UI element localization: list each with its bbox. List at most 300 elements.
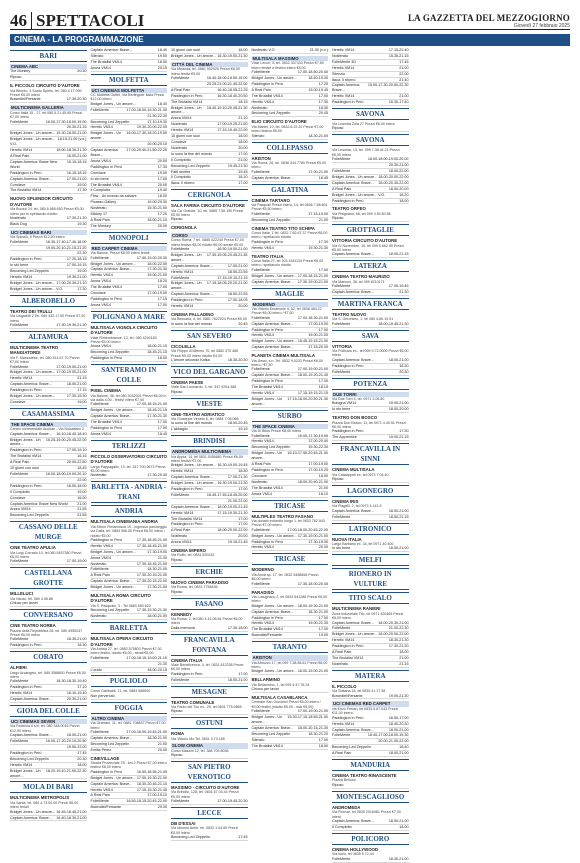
showtime-row — [332, 546, 409, 552]
cinema-name: PICCOLO OSSERVATORIO CIRCUITO D'AUTORE — [90, 453, 167, 465]
showtime-row — [10, 222, 87, 228]
film-title: Bridget Jones - Un amore... — [90, 775, 136, 780]
showtimes: 18.00 — [399, 824, 409, 829]
cinema-name: CITTÀ DEL CINEMA — [171, 62, 248, 67]
showtimes: 16.40-18.00-18.50-19.00 — [206, 76, 248, 81]
showtimes: 16.50-18.55-21.05 — [136, 769, 167, 774]
film-title: The Brutalist VM14 — [10, 454, 42, 459]
showtimes: 17.00-20.40-21.50-22.25 — [126, 148, 167, 153]
film-title: Anora VM14 — [90, 65, 111, 70]
cinema-address: Piazza Belluno — [332, 778, 356, 783]
cinema-address: Via Bellarmino, 1, tel 099 4.47.76.34 — [251, 682, 310, 687]
showtimes: 18.30-21.00 — [388, 856, 409, 861]
film-title: Riposo — [10, 75, 22, 80]
showtimes: 16.30-19.00-19.45 — [217, 463, 248, 468]
film-title: Paddington in Perù — [10, 685, 42, 690]
showtimes: 17.30 — [77, 188, 87, 193]
showtimes: 20.45 — [238, 321, 248, 326]
showtime-row — [252, 280, 329, 286]
showtime-row — [171, 390, 248, 396]
showtimes: 18.30-21.00 — [308, 133, 328, 138]
cinema-address: Via Nicolò, tel. 080 4.96.86 — [10, 596, 53, 601]
showtimes: 17.00-19.00 — [147, 291, 167, 296]
showtimes: 18.00-20.30-21.00 — [378, 620, 409, 625]
showtimes: 17.10 — [77, 685, 87, 690]
cinema-address: Via Vittorio Emanuele II, 52, tel 0836 484.22 Prezzi €6,00 intero / €7,50 — [251, 306, 322, 316]
showtimes: 17.30-18.45-21.00 — [136, 543, 167, 548]
showtimes: 17.00-18.05 — [227, 298, 248, 303]
cinema-name: SALA FARINA CIRCUITO D'AUTORE — [171, 203, 245, 209]
film-title: Heretic VM14 — [90, 273, 113, 278]
showtimes: 17.00 — [318, 267, 328, 272]
showtimes: 17.30-19.00-21.00 — [297, 533, 328, 538]
film-title: Riposo — [332, 126, 344, 131]
film-title: Paddington in Perù — [10, 257, 42, 262]
film-title: FolleMente — [251, 70, 270, 75]
showtimes: 19.30 — [77, 221, 87, 226]
showtimes: 16.10-17.50-20.45-21.00 — [287, 451, 328, 456]
cinema-name: VITTORIA — [332, 343, 352, 349]
film-title: Nosferatu — [251, 105, 268, 110]
showtimes: 19.00-21.30 — [308, 621, 328, 626]
film-title: FolleMente — [171, 492, 190, 497]
film-title: A Real Pain — [90, 217, 110, 222]
showtimes: 16.40-17.00-18.00-19.30 — [367, 733, 409, 738]
showtime-row — [10, 643, 87, 649]
showtimes: 17.30-19.30 — [66, 394, 87, 399]
showtimes: 18.40-19.10-20.45-21.30 — [206, 105, 248, 110]
cinema-address: Corso Italia 15 - 17, tel.080.5.21.45.65 Prezzi €7,00 intero — [10, 110, 83, 120]
showtimes: 18.30 — [238, 469, 248, 474]
showtimes: 16.00-18.00 — [66, 483, 87, 488]
cinema-name: MULTICINEMA GALLERIA — [10, 105, 87, 110]
film-title: Paddington in Perù — [251, 379, 283, 384]
showtime-row — [171, 709, 248, 715]
film-title: A Real Pain — [251, 462, 271, 467]
showtimes: 17.30-21.00 — [147, 585, 167, 590]
showtimes: 18.00-21.00 — [388, 357, 409, 362]
film-title: Black Dog — [10, 221, 27, 226]
film-title: FolleMente — [332, 157, 351, 162]
film-title: Paddington in Perù — [90, 356, 122, 361]
cinema-address: Via S. Geronimo, 1, tel 080 4.80.19.51 — [332, 317, 394, 322]
film-title: Heretic VM14 — [171, 304, 194, 309]
showtimes: 16.30-19.00-21.30 — [217, 481, 248, 486]
film-title: Silenzio — [251, 737, 265, 742]
showtimes: 17.00 — [157, 425, 167, 430]
city-heading: TRICASE — [252, 500, 329, 512]
film-title: FolleMente — [251, 527, 270, 532]
cinema-name: CINEMA PALLADINO — [171, 311, 214, 317]
showtimes: 19.00-21.00 — [147, 273, 167, 278]
showtime-row — [10, 697, 87, 703]
showtimes: 17.30-21.30 — [147, 414, 167, 419]
cinema-address: Via donato indomito lungo 1, tel 0833 762.943 Prezzi €7,00 intero — [251, 518, 325, 528]
listing-column-3 — [171, 48, 248, 840]
showtime-row — [332, 825, 409, 831]
film-title: Captain America: Brave... — [10, 697, 52, 702]
cinema-name: ROMA — [171, 731, 185, 737]
showtime-row — [332, 477, 409, 483]
film-title: Paddington in Perù — [90, 769, 122, 774]
showtime-row — [252, 669, 329, 675]
film-title: Captain America: Brave... — [332, 252, 374, 257]
film-title: FolleMente — [251, 315, 270, 320]
film-title: Paddington in Perù — [10, 388, 42, 393]
showtimes: 18.50-22.55 — [227, 292, 248, 297]
cinema-address: Via Ca' Grande, 10, tel. 0885 7.56.190 Prezzi €5,00 intero — [171, 208, 244, 218]
film-title: Bridget Jones - Un amore... — [332, 174, 378, 179]
showtime-row — [252, 451, 329, 462]
cinema-name: UCI CINEMAS SEVEN — [10, 719, 87, 724]
showtimes: 17.15-20.30 — [308, 345, 328, 350]
showtimes: 18.30-21.30 — [388, 638, 409, 643]
cinema-name: TEATRO DEI TRULLI — [10, 308, 53, 314]
film-title: Becoming Led Zeppelin — [90, 741, 130, 746]
film-title: Anora VM14 — [171, 116, 192, 121]
showtimes: 20.00-22.50 — [66, 460, 87, 465]
showtime-row — [91, 473, 168, 479]
film-title: Nosferatu — [90, 561, 107, 566]
film-title: Itaca. Il ritorno — [171, 181, 195, 186]
showtimes: 16.00-17.20-20.10-20.50 — [45, 739, 87, 744]
film-title: The Brutalist VM14 — [171, 516, 203, 521]
film-title: Nosferatu — [90, 206, 107, 211]
showtime-row — [252, 545, 329, 551]
showtimes: 17.00-19.00-20.30 — [136, 255, 167, 260]
showtimes: 18.45-21.15 — [147, 408, 167, 413]
showtimes: 17.30-21.30 — [147, 267, 167, 272]
showtime-row — [332, 216, 409, 222]
showtimes: 16.40-18.05-21.25 — [217, 87, 248, 92]
film-title: Io sto bene — [332, 407, 351, 412]
film-title: Heretic VM14 — [251, 439, 274, 444]
showtime-row — [332, 515, 409, 521]
film-title: Bridget Jones - Un amore... — [251, 273, 297, 278]
cinema-address: Via Marconi, 36, tel 099 8210171 — [332, 279, 385, 284]
film-title: Anora VM14 — [90, 344, 111, 349]
cinema-address: Via Martiri, 10, tel. 0832.6.22.20 Prezzi €7,00 intero festivo €6,00 — [251, 124, 324, 134]
film-title: Bridget Jones - Un amore... — [251, 715, 283, 725]
showtime-row — [91, 668, 168, 674]
cinema-name: DUE TORRI — [332, 392, 409, 397]
film-title: FolleMente 3D — [332, 59, 356, 64]
showtimes: 18.00-21.00 — [388, 818, 409, 823]
film-title: The Brutalist VM14 — [171, 99, 203, 104]
film-title: Paddington in Perù — [171, 93, 203, 98]
listing-column-1 — [10, 48, 87, 840]
showtime-row — [91, 614, 168, 620]
film-title: Bologna VM14 — [332, 401, 357, 406]
showtimes: 17.00 — [318, 93, 328, 98]
showtime-row — [171, 281, 248, 292]
film-title: Paddington in Perù — [251, 81, 283, 86]
film-title: Anora VM14 — [171, 540, 192, 545]
listing-column-4 — [252, 48, 329, 840]
film-title: Paddington in Perù — [171, 298, 203, 303]
showtime-row — [10, 601, 87, 607]
cinema-address: Via Sottana 18, tel 0835 41.17.38 — [332, 689, 386, 694]
showtimes: 21.00 (v.o.) — [309, 48, 328, 52]
film-title: Anora VM14 — [90, 555, 111, 560]
film-title: Io sono la fine del mondo — [171, 421, 213, 426]
film-title: Bridget Jones - Un amore... — [251, 396, 283, 406]
film-title: Captain America: Brave... — [171, 504, 213, 509]
showtime-row — [252, 715, 329, 726]
film-title: FolleMente — [10, 679, 29, 684]
film-title: A Real Pain — [251, 87, 271, 92]
film-title: Becoming Led Zeppelin — [332, 745, 371, 750]
showtime-row — [171, 181, 248, 187]
showtimes: 17.15 — [77, 388, 87, 393]
film-title: Heretic VM14 — [332, 65, 355, 70]
showtimes: 19.00-20.30 — [147, 200, 167, 205]
cinema-name: MULTICINEMA TEATRO MANGIATORDI — [10, 344, 59, 356]
showtimes: 17.00-19.00-21.00 — [56, 370, 87, 375]
city-heading: OSTUNI — [171, 717, 248, 729]
film-title: The Brutalist VM14 — [251, 385, 283, 390]
film-title: A Real Pain — [10, 460, 30, 465]
cinema-name: ANDROMEDA MULTICINEMA — [171, 449, 248, 454]
showtime-row — [91, 148, 168, 159]
showtimes: 18.00-20.00 — [388, 407, 409, 412]
showtimes: 20.00-20.10 — [147, 142, 167, 147]
showtime-row — [91, 131, 168, 142]
cinema-address: Viale Rimembranze, 12, tel. 080 4240183 Prezzi €5,00 intero — [90, 335, 157, 344]
showtimes: 17.00 — [238, 671, 248, 676]
showtimes: 18.00-21.00 — [66, 382, 87, 387]
showtimes: 21.55 — [77, 507, 87, 512]
film-title: Bowndiel/Fersante — [90, 805, 122, 810]
showtimes: 17.00 — [157, 176, 167, 181]
showtimes: 18.00 — [238, 140, 248, 144]
film-title: Riposo — [171, 589, 183, 594]
city-heading: SAVONA — [332, 108, 409, 120]
showtimes: 18.00-22.00 — [147, 261, 167, 266]
film-title: Io sto bene — [90, 176, 109, 181]
showtime-row — [332, 290, 409, 296]
cinema-name: SLOW CINEMA — [171, 743, 248, 748]
showtimes: 16.45-17.45-18.45-20.00 — [206, 492, 248, 497]
film-title: Riposo — [332, 477, 344, 482]
film-title: Paddington in Perù — [10, 483, 42, 488]
showtimes: 18.30-21.00 — [147, 735, 167, 740]
film-title: FolleMente — [332, 626, 351, 631]
showtimes: 20.00 — [238, 534, 248, 539]
showtimes: 17.00-21.00 — [66, 176, 87, 181]
cinema-name: IL PICCOLO CIRCUITO D'AUTORE — [10, 83, 80, 89]
cinema-name: CINEMA ITALIA — [171, 657, 203, 663]
showtimes: 17.10-19.30 — [147, 119, 167, 124]
film-title: Heretic VM14 — [332, 638, 355, 643]
cinema-address: Via Di Bitos Prezzi €8,40 intero — [251, 429, 301, 434]
showtime-row — [332, 662, 409, 668]
showtimes: 20.00 — [238, 145, 248, 150]
showtimes: 18.40 — [157, 48, 167, 52]
showtimes: 17.00 — [238, 487, 248, 491]
film-title: Bowndiel/Fersante — [10, 97, 41, 102]
film-title: A Real Pain — [171, 528, 191, 533]
city-heading: FASANO — [171, 598, 248, 610]
showtimes: 17.30 — [77, 286, 87, 291]
city-heading: BRINDISI — [171, 435, 248, 447]
showtimes: 19.00 — [77, 489, 87, 494]
showtimes: 18.45-21.15 — [147, 350, 167, 355]
film-title: A Real Pain — [332, 186, 352, 191]
film-title: Mickey 17 — [90, 212, 108, 217]
film-title: Silenzio — [90, 53, 104, 58]
showtimes: 17.15-19.15-21.15 — [217, 275, 248, 280]
film-title: Paddington in Perù — [90, 425, 122, 430]
film-title: Captain America: Brave... — [10, 382, 52, 387]
page-number: 46 — [10, 11, 27, 30]
city-heading: POTENZA — [332, 378, 409, 390]
film-title: Captain America: Brave... — [10, 431, 52, 436]
film-title: FolleMente — [251, 169, 270, 174]
cinema-address: Zona Industriale Tito, tel 0971 420465 Prezzi €6,00 intero — [332, 611, 404, 621]
film-title: Captain America: Brave New World — [10, 501, 68, 506]
showtime-row — [252, 218, 329, 224]
showtime-row — [171, 358, 248, 364]
film-title: FolleMente — [10, 739, 29, 744]
showtime-row — [252, 492, 329, 498]
film-title: Captain America: Brave... — [251, 609, 294, 614]
film-title: Il Complotto — [171, 175, 191, 180]
film-title: FolleMente — [171, 247, 190, 251]
cinema-name: CINEMA TARTARO — [251, 197, 290, 203]
city-heading: MONTESCAGLIOSO — [332, 791, 409, 803]
showtimes: 17.15-19.45-22.00 — [217, 128, 248, 133]
film-title: Captain America: Brave... — [251, 725, 294, 730]
showtimes: 18.15-21.00 (v.o.) — [57, 137, 87, 142]
showtimes: 17.00-18.30-21.00 — [297, 315, 328, 320]
cinema-name: NUOVO SPLENDOR CIRCUITO D'AUTORE — [10, 196, 73, 207]
showtimes: 21.30 — [399, 290, 409, 294]
cinema-name: MODERNO — [251, 567, 274, 573]
cinema-address: Via Catavippoli ex, tel 0973 7.04.40 — [332, 472, 389, 477]
city-heading: POLICORO — [332, 833, 409, 845]
showtimes: 18.40 — [399, 745, 409, 750]
showtimes: 17.00-18.00-20.45-22.00 — [287, 527, 328, 532]
film-title: Captain America: Brave... — [90, 48, 133, 52]
film-title: Conclave — [90, 291, 106, 296]
showtimes: 21.00 — [238, 157, 248, 162]
city-heading: PUGLIOLO — [91, 675, 168, 687]
showtimes: 18.50-22.55 — [227, 269, 248, 274]
film-title: Bridget Jones - Un amore... V.O. — [332, 192, 386, 197]
showtimes: 17.00 — [238, 522, 248, 527]
cinema-address: Viale Beneficenza, 4, tel. 0831 812238 Prezzi €6,00 intero — [171, 663, 244, 672]
city-heading: MARTINA FRANCA — [332, 298, 409, 310]
film-title: Heretic VM14 — [171, 269, 194, 274]
cinema-address: Via Ideonio Autre, tel. 0832 1.04.89 Prezzi €5,00 intero — [171, 826, 239, 835]
cinema-name: MULTISALA OPERA CIRCUITO D'AUTORE — [90, 636, 154, 647]
cinema-name: NUOVA ITALIA — [332, 536, 362, 542]
showtimes: 17.15-18.00-20.30-21.30 — [287, 396, 328, 401]
film-title: Anora VM14 — [90, 279, 111, 284]
showtimes: 17.45 — [238, 835, 248, 840]
city-heading: MOLA DI BARI — [10, 781, 87, 793]
cinema-name: CINEVILLAGE — [90, 755, 120, 761]
showtimes: 17.00-19.30-21.00 — [136, 775, 167, 780]
showtimes: 20.30 — [77, 69, 87, 74]
cinema-address: Via Andria 27, tel. 0883 575803 Prezzi €7,00 intero festivi, ridotto €6,00 - serali €5,00 — [90, 646, 162, 656]
showtime-row — [10, 816, 87, 822]
cinema-address: Via Roma, tel. 0831.7758436 — [171, 585, 218, 590]
film-title: Bridget Jones - Un amore... V.O. — [10, 286, 64, 291]
cinema-name: MULTISALA CASABLANCA — [251, 695, 308, 700]
cinema-address: Centro commerciale Auchan - Via Noicattaro 2 — [10, 427, 84, 432]
showtimes: 17.15-22.40 — [388, 48, 409, 52]
showtimes: 16.30-18.40-20.50 — [217, 93, 248, 98]
film-title: Captain America: Brave... — [251, 321, 294, 326]
showtimes: 18.10-19.40 — [66, 691, 87, 696]
film-title: Captain America: Brave... — [251, 373, 294, 378]
showtimes: 17.00-20.40 — [308, 439, 328, 444]
film-title: FolleMente — [10, 322, 29, 327]
showtimes: 17.00-19.00-21.00 — [297, 709, 328, 714]
cinema-address: Via Brindisi, 128, tel. 0831 67.03.44 Prezzi €5,00 intero — [171, 790, 239, 799]
city-heading: MANDURIA — [332, 759, 409, 771]
showtimes: 15.15-18.15 — [66, 159, 87, 164]
issue-date: Giovedì 27 febbraio 2025 — [513, 23, 570, 29]
film-title: Becoming Led Zeppelin — [10, 269, 49, 274]
film-title: Heretic VM14 — [90, 787, 113, 792]
listing-column-5 — [332, 48, 409, 861]
showtimes: 17.30 — [318, 239, 328, 244]
cinema-address: Via Firenze, tel 0835 2016461 Prezzi €7,00 intero — [332, 810, 401, 819]
showtimes: 17.00-18.00-19.30-21.30 — [126, 107, 167, 112]
film-title: Heretic VM14 — [90, 125, 113, 130]
showtimes: 18.00 — [157, 356, 167, 361]
cinema-address: Via Dessi, s.n. Tel. 0832 9.0233 Prezzi €6,00 intero / €7,50 — [251, 358, 323, 367]
showtimes: 21.00 — [399, 655, 409, 660]
city-heading: MONOPOLI — [91, 232, 168, 244]
showtime-row — [10, 287, 87, 293]
showtime-row — [91, 432, 168, 438]
showtimes: 21.00 — [399, 65, 409, 70]
cinema-name: TEATRO ITALIA — [251, 253, 284, 259]
cinema-name: CINE TEATRO NORBA — [10, 623, 56, 629]
film-title: Heretic VM14 — [171, 128, 194, 133]
showtimes: 21.50-22.30 — [147, 113, 167, 118]
showtimes: 18.00 — [399, 650, 409, 655]
showtime-row — [91, 805, 168, 811]
film-title: Bowndiel/Fersante — [251, 633, 283, 638]
showtimes: 17.00-19.45 — [388, 284, 409, 289]
film-title: Paddington in Perù — [332, 363, 364, 368]
showtimes: 20.25-21.00-21.40-22.00 — [206, 81, 248, 86]
showtimes: 17.15-19.15-21.15 — [297, 391, 328, 396]
showtimes: 17.30-18.45-21.00 — [136, 537, 167, 542]
showtimes: 20.00 — [238, 304, 248, 309]
film-title: FolleMente — [251, 367, 270, 372]
film-title: Anora VM14 — [90, 431, 111, 436]
cinema-name: TEATRO NUOVO — [332, 311, 367, 317]
film-title: Nosferatu — [171, 122, 187, 127]
section-title: SPETTACOLI — [31, 12, 144, 29]
film-title: Becoming Led Zeppelin — [251, 111, 291, 116]
film-title: Heretic VM14 — [10, 691, 33, 696]
showtimes: 17.30-20.30 — [66, 97, 87, 102]
film-title: Riposo — [171, 389, 183, 394]
showtimes: 21.30 — [157, 555, 167, 560]
cinema-name: MULTIPLEX TEATRO FASANO — [251, 513, 314, 519]
showtimes: 18.00-20.30-22.00 — [378, 180, 409, 185]
film-title: Bridget Jones - Un amore... — [10, 280, 56, 285]
showtimes: 19.30-21.00 — [66, 275, 87, 280]
showtimes: 19.00-21.30 — [388, 693, 409, 698]
